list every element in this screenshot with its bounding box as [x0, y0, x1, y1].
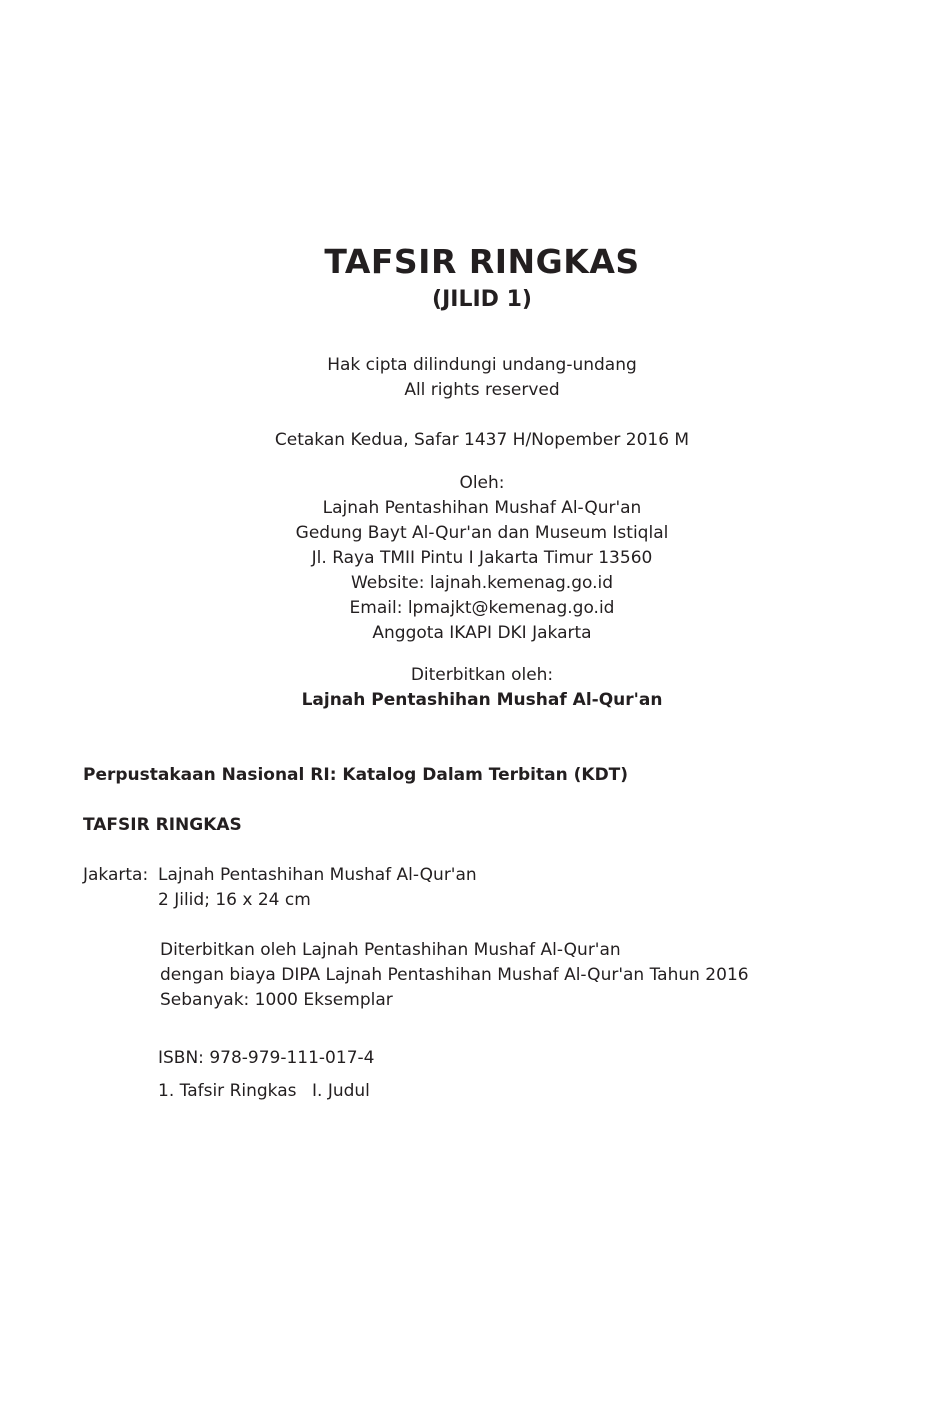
catalog-place-label: Jakarta: — [83, 865, 149, 885]
author-line: Anggota IKAPI DKI Jakarta — [372, 623, 592, 643]
author-email: Email: lpmajkt@kemenag.go.id — [349, 598, 615, 618]
publisher-name: Lajnah Pentashihan Mushaf Al-Qur'an — [301, 690, 663, 710]
author-line: Lajnah Pentashihan Mushaf Al-Qur'an — [322, 498, 642, 518]
catalog-note: Sebanyak: 1000 Eksemplar — [160, 990, 393, 1010]
rights-line-1: Hak cipta dilindungi undang-undang — [327, 355, 637, 375]
catalog-isbn: ISBN: 978-979-111-017-4 — [158, 1048, 375, 1068]
edition-line: Cetakan Kedua, Safar 1437 H/Nopember 2016 M — [274, 430, 690, 450]
book-title: TAFSIR RINGKAS — [324, 242, 640, 281]
catalog-title-entry: I. Judul — [312, 1081, 370, 1101]
author-line: Gedung Bayt Al-Qur'an dan Museum Istiqlal — [295, 523, 669, 543]
author-label: Oleh: — [459, 473, 505, 493]
catalog-place-publisher: Lajnah Pentashihan Mushaf Al-Qur'an — [158, 865, 477, 885]
catalog-note: dengan biaya DIPA Lajnah Pentashihan Mushaf Al-Qur'an Tahun 2016 — [160, 965, 749, 985]
catalog-note: Diterbitkan oleh Lajnah Pentashihan Mushaf Al-Qur'an — [160, 940, 621, 960]
author-website: Website: lajnah.kemenag.go.id — [350, 573, 614, 593]
publisher-label: Diterbitkan oleh: — [410, 665, 554, 685]
rights-line-2: All rights reserved — [404, 380, 560, 400]
catalog-heading: Perpustakaan Nasional RI: Katalog Dalam Terbitan (KDT) — [83, 765, 629, 785]
author-line: Jl. Raya TMII Pintu I Jakarta Timur 13560 — [311, 548, 653, 568]
catalog-physical: 2 Jilid; 16 x 24 cm — [158, 890, 311, 910]
volume-subtitle: (JILID 1) — [432, 287, 532, 312]
catalog-title: TAFSIR RINGKAS — [83, 815, 242, 835]
catalog-subject: 1. Tafsir Ringkas — [158, 1081, 297, 1101]
